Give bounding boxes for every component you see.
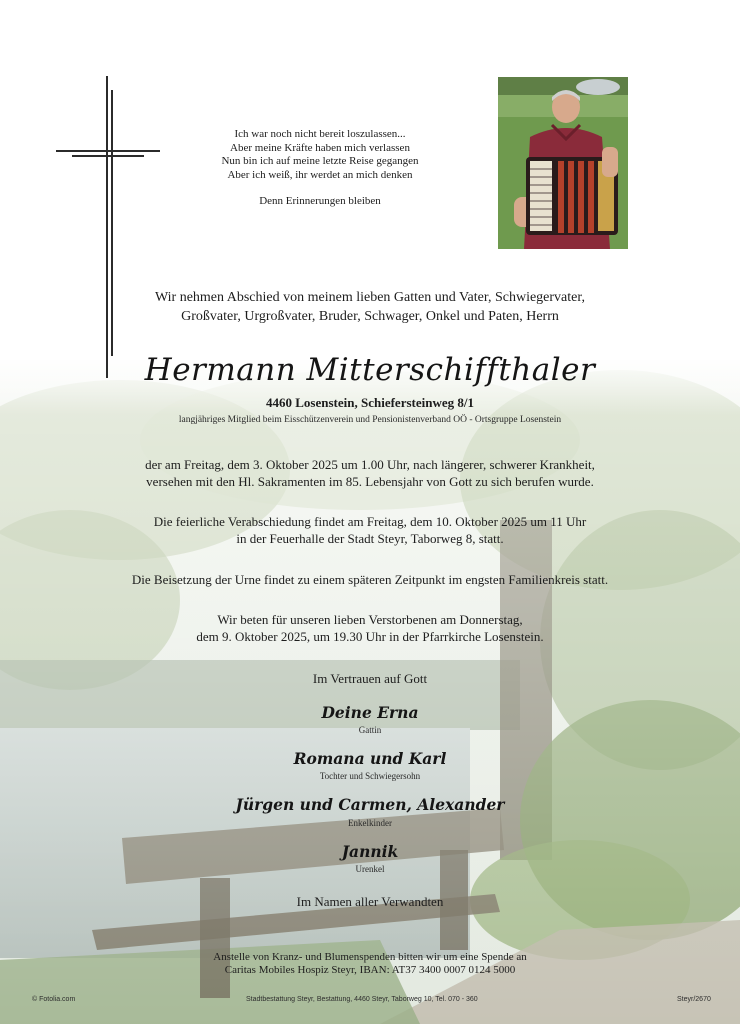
farewell-line: in der Feuerhalle der Stadt Steyr, Taborweg 8, statt.	[236, 531, 504, 546]
donation-request	[120, 951, 620, 977]
deceased-address: 4460 Losenstein, Schiefersteinweg 8/1	[266, 395, 474, 410]
mourner-name: Jannik	[341, 842, 399, 861]
photo-credit-text: © Fotolia.com	[32, 996, 76, 1003]
mourner-role: Enkelkinder	[348, 818, 392, 828]
prayer-info	[60, 611, 680, 645]
funeral-home-info: Stadtbestattung Steyr, Bestattung, 4460 Steyr, Taborweg 10, Tel. 070 - 360	[246, 996, 478, 1003]
poem-line: Aber meine Kräfte haben mich verlassen	[230, 141, 410, 154]
family-signoff: Im Namen aller Verwandten	[296, 894, 444, 909]
poem-line: Nun bin ich auf meine letzte Reise gegangen	[221, 155, 419, 167]
death-line: der am Freitag, dem 3. Oktober 2025 um 1.00 Uhr, nach längerer, schwerer Krankheit,	[145, 457, 595, 472]
mourner-name: Jürgen und Carmen, Alexander	[235, 795, 505, 814]
mourner-role: Tochter und Schwiegersohn	[319, 771, 421, 781]
memorial-poem	[180, 128, 460, 209]
trust-in-god-text: Im Vertrauen auf Gott	[312, 671, 428, 686]
death-announcement	[60, 456, 680, 490]
prayer-line: dem 9. Oktober 2025, um 19.30 Uhr in der Pfarrkirche Losenstein.	[196, 629, 544, 644]
membership-text: langjähriges Mitglied beim Eisschützenverein und Pensionistenverband OÖ - Ortsgruppe Losenstein	[178, 415, 562, 425]
burial-info	[60, 571, 680, 588]
death-line: versehen mit den Hl. Sakramenten im 85. Lebensjahr von Gott zu sich berufen wurde.	[146, 474, 594, 489]
intro-line: Großvater, Urgroßvater, Bruder, Schwager, Onkel und Paten, Herrn	[181, 309, 559, 324]
deceased-portrait-photo	[498, 77, 628, 249]
poem-line: Ich war noch nicht bereit loszulassen...	[234, 128, 406, 140]
poem-line: Aber ich weiß, ihr werdet an mich denken	[227, 168, 413, 181]
donation-line: Caritas Mobiles Hospiz Steyr, IBAN: AT37 3400 0007 0124 5000	[224, 964, 516, 976]
burial-line: Die Beisetzung der Urne findet zu einem späteren Zeitpunkt im engsten Familienkreis statt.	[131, 572, 609, 587]
poem-tagline: Denn Erinnerungen bleiben	[259, 195, 381, 207]
mourner-name: Romana und Karl	[293, 749, 447, 768]
prayer-line: Wir beten für unseren lieben Verstorbenen am Donnerstag,	[217, 612, 523, 627]
photo-credit	[32, 996, 75, 1003]
intro-text	[80, 288, 660, 326]
deceased-name: Hermann Mitterschiffthaler	[144, 352, 596, 388]
intro-line: Wir nehmen Abschied von meinem lieben Gatten und Vater, Schwiegervater,	[155, 290, 585, 305]
mourner-role: Urenkel	[355, 864, 385, 874]
mourner-name: Deine Erna	[321, 703, 419, 722]
farewell-ceremony-info	[60, 513, 680, 547]
farewell-line: Die feierliche Verabschiedung findet am Freitag, dem 10. Oktober 2025 um 11 Uhr	[153, 514, 587, 529]
mourner-role: Gattin	[358, 725, 382, 735]
donation-line: Anstelle von Kranz- und Blumenspenden bitten wir um eine Spende an	[213, 951, 527, 963]
document-reference: Steyr/2670	[677, 996, 711, 1003]
